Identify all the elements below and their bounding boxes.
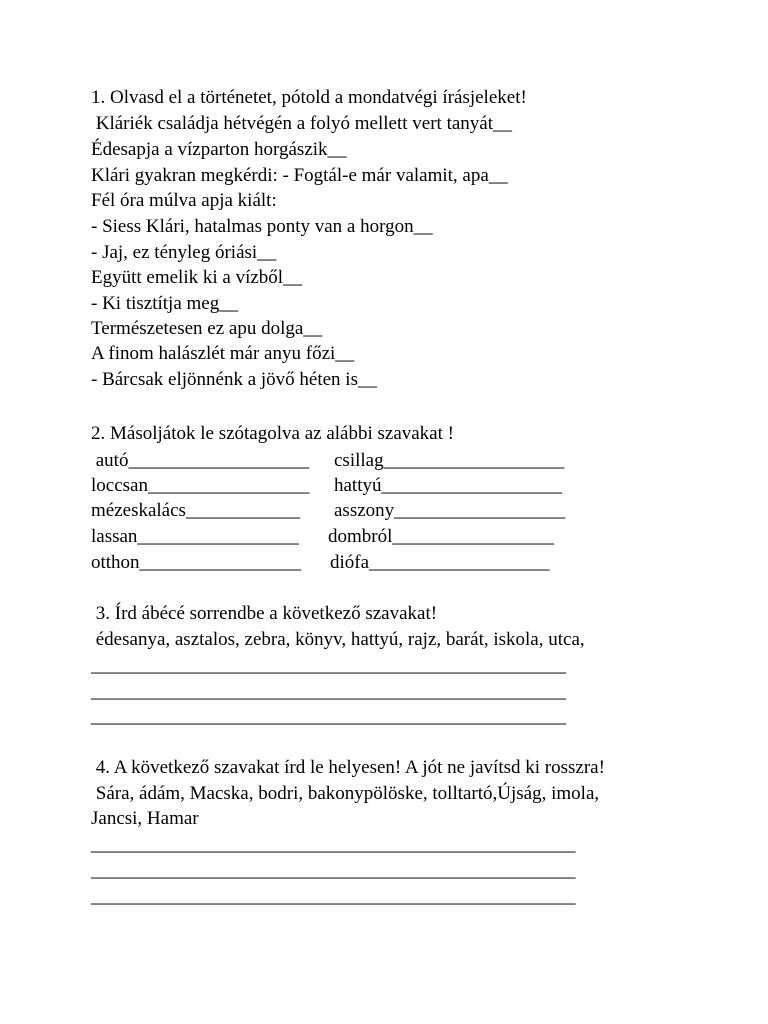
alphabetize-word-list: édesanya, asztalos, zebra, könyv, hattyú, rajz, barát, iskola, utca, bbox=[91, 629, 585, 650]
answer-line-4-1: ___________________________________________________ bbox=[91, 834, 576, 855]
answer-line-4-2: ___________________________________________________ bbox=[91, 860, 576, 881]
syllable-row-2-left: loccsan_________________ bbox=[91, 475, 310, 496]
exercise-4-heading: 4. A következő szavakat írd le helyesen! A jót ne javítsd ki rosszra! bbox=[91, 757, 605, 778]
story-line-7: Együtt emelik ki a vízből__ bbox=[91, 267, 303, 288]
story-line-6: - Jaj, ez tényleg óriási__ bbox=[91, 242, 277, 263]
story-line-11: - Bárcsak eljönnénk a jövő héten is__ bbox=[91, 369, 377, 390]
correction-word-list-2: Jancsi, Hamar bbox=[91, 808, 199, 829]
syllable-row-4-left: lassan_________________ bbox=[91, 526, 299, 547]
syllable-row-5-right: diófa___________________ bbox=[330, 552, 550, 573]
syllable-row-4-right: dombról_________________ bbox=[328, 526, 554, 547]
story-line-4: Fél óra múlva apja kiált: bbox=[91, 190, 277, 211]
syllable-row-1-left: autó___________________ bbox=[91, 450, 309, 471]
story-line-9: Természetesen ez apu dolga__ bbox=[91, 318, 323, 339]
answer-line-3-3: __________________________________________________ bbox=[91, 706, 566, 727]
story-line-2: Édesapja a vízparton horgászik__ bbox=[91, 139, 347, 160]
story-line-1: Kláriék családja hétvégén a folyó mellett vert tanyát__ bbox=[91, 113, 512, 134]
syllable-row-5-left: otthon_________________ bbox=[91, 552, 302, 573]
syllable-row-2-right: hattyú___________________ bbox=[334, 475, 562, 496]
syllable-row-1-right: csillag___________________ bbox=[334, 450, 565, 471]
syllable-row-3-left: mézeskalács____________ bbox=[91, 500, 300, 521]
story-line-3: Klári gyakran megkérdi: - Fogtál-e már valamit, apa__ bbox=[91, 165, 508, 186]
answer-line-3-2: __________________________________________________ bbox=[91, 681, 566, 702]
exercise-3-heading: 3. Írd ábécé sorrendbe a következő szavakat! bbox=[91, 603, 438, 624]
exercise-2-heading: 2. Másoljátok le szótagolva az alábbi szavakat ! bbox=[91, 423, 454, 444]
story-line-10: A finom halászlét már anyu főzi__ bbox=[91, 343, 355, 364]
story-line-8: - Ki tisztítja meg__ bbox=[91, 293, 239, 314]
story-line-5: - Siess Klári, hatalmas ponty van a horgon__ bbox=[91, 216, 433, 237]
exercise-1-heading: 1. Olvasd el a történetet, pótold a mondatvégi írásjeleket! bbox=[91, 87, 527, 108]
answer-line-4-3: ___________________________________________________ bbox=[91, 886, 576, 907]
correction-word-list-1: Sára, ádám, Macska, bodri, bakonypölöske, tolltartó,Újság, imola, bbox=[91, 783, 600, 804]
syllable-row-3-right: asszony__________________ bbox=[334, 500, 566, 521]
answer-line-3-1: __________________________________________________ bbox=[91, 655, 566, 676]
